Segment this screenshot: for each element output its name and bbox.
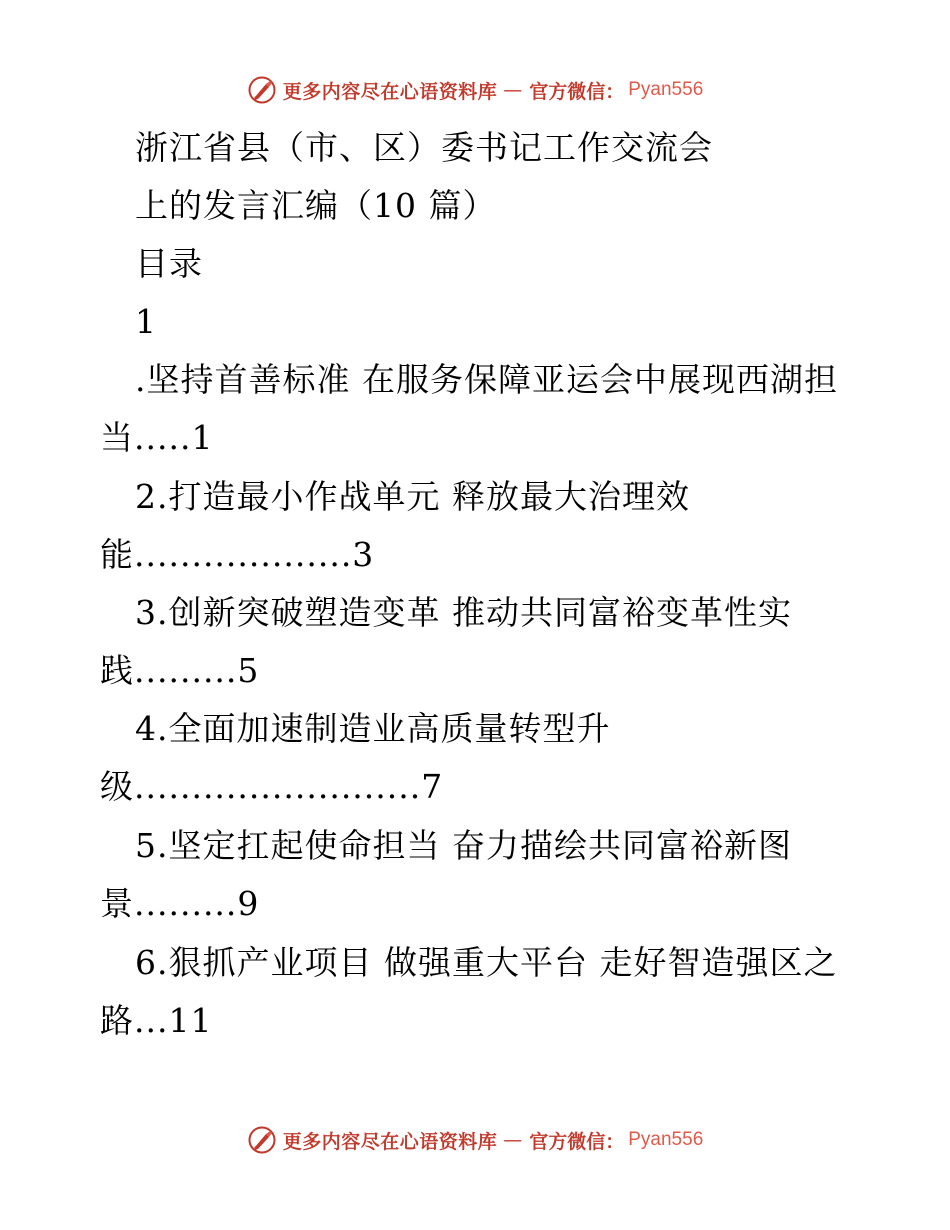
header-banner: [0, 72, 950, 108]
toc-entry-6-title[interactable]: 6.狠抓产业项目 做强重大平台 走好智造强区之: [135, 943, 838, 982]
pen-logo-icon: [247, 1125, 277, 1155]
toc-entry-3-page[interactable]: 践.........5: [100, 651, 260, 690]
footer-banner: [0, 1122, 950, 1158]
footer-banner-wechat-label: 官方微信：: [529, 1130, 625, 1153]
toc-entry-4-page[interactable]: 级.........................7: [100, 767, 444, 806]
header-banner-separator: —: [503, 79, 524, 101]
header-banner-wechat-label: 官方微信：: [529, 80, 625, 103]
toc-entry-1-title[interactable]: .坚持首善标准 在服务保障亚运会中展现西湖担: [135, 360, 838, 399]
toc-number: 1: [135, 302, 157, 341]
toc-entry-2-title[interactable]: 2.打造最小作战单元 释放最大治理效: [135, 477, 690, 516]
header-banner-title: 更多内容尽在心语资料库: [282, 80, 498, 103]
toc-entry-1-page[interactable]: 当.....1: [100, 418, 214, 457]
toc-entry-5-title[interactable]: 5.坚定扛起使命担当 奋力描绘共同富裕新图: [135, 826, 792, 865]
toc-entry-5-page[interactable]: 景.........9: [100, 884, 260, 923]
pen-logo-icon: [247, 75, 277, 105]
toc-entry-6-page[interactable]: 路...11: [100, 1001, 213, 1040]
footer-banner-separator: —: [503, 1129, 524, 1151]
toc-heading: 目录: [135, 244, 203, 283]
header-banner-wechat-handle: Pyan556: [628, 79, 704, 100]
toc-entry-3-title[interactable]: 3.创新突破塑造变革 推动共同富裕变革性实: [135, 593, 792, 632]
document-title-line-2: 上的发言汇编（10 篇）: [135, 186, 497, 225]
toc-entry-2-page[interactable]: 能...................3: [100, 535, 375, 574]
toc-entry-4-title[interactable]: 4.全面加速制造业高质量转型升: [135, 709, 611, 748]
document-title-line-1: 浙江省县（市、区）委书记工作交流会: [135, 128, 713, 167]
footer-banner-wechat-handle: Pyan556: [628, 1129, 704, 1150]
footer-banner-title: 更多内容尽在心语资料库: [282, 1130, 498, 1153]
